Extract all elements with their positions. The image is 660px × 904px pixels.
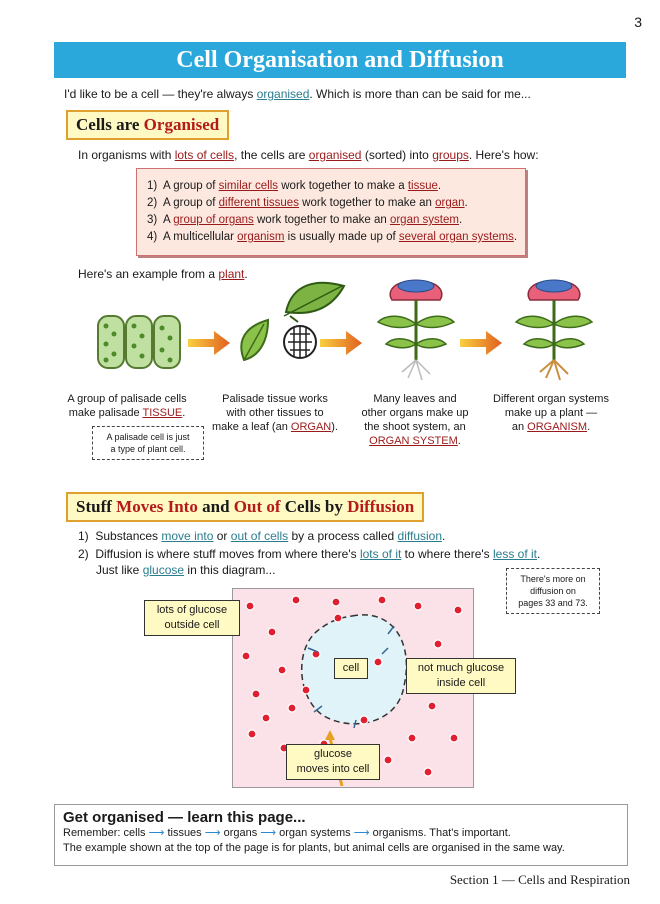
section-heading-cells-organised: Cells are Organised: [66, 110, 229, 140]
caption-organism: Different organ systems make up a plant — an ORGANISM.: [493, 393, 609, 433]
list-item: 3) A group of organs work together to make an organ system.: [147, 214, 463, 226]
page-number: 3: [634, 14, 642, 30]
list-item: 4) A multicellular organism is usually made up of several organ systems.: [147, 231, 518, 243]
list-item: 2) A group of different tissues work together to make an organ.: [147, 197, 468, 209]
summary-box: [54, 804, 628, 866]
label-cell: cell: [334, 658, 368, 679]
leaf-icon: [286, 283, 344, 313]
shoot-system-image: [378, 280, 454, 380]
section1-lead: In organisms with lots of cells, the cells are organised (sorted) into groups. Here's how:: [78, 148, 539, 162]
plant-organisation-illustration: [54, 264, 626, 388]
arrow-icon: ⟶: [204, 827, 221, 839]
page-footer: Section 1 — Cells and Respiration: [449, 872, 630, 887]
arrow-icon: [460, 331, 502, 355]
palisade-note: A palisade cell is just a type of plant cell.: [92, 426, 204, 460]
diffusion-pages-note: There's more on diffusion on pages 33 and 73.: [506, 568, 600, 614]
label-not-much-glucose: not much glucose inside cell: [406, 658, 516, 694]
caption-organ: Palisade tissue works with other tissues to make a leaf (an ORGAN).: [212, 393, 338, 433]
arrow-icon: ⟶: [260, 827, 277, 839]
whole-plant-image: [516, 280, 592, 380]
arrow-icon: ⟶: [353, 827, 370, 839]
arrow-icon: [320, 331, 362, 355]
example-text: Here's an example from a plant.: [78, 267, 248, 281]
palisade-cells-image: [98, 316, 180, 368]
diffusion-point-2-cont: Just like glucose in this diagram...: [96, 563, 276, 577]
page-title: Cell Organisation and Diffusion: [54, 42, 626, 78]
label-lots-of-glucose: lots of glucose outside cell: [144, 600, 240, 636]
list-item: 1) A group of similar cells work together to make a tissue.: [147, 180, 442, 192]
diffusion-point-2: 2) Diffusion is where stuff moves from where there's lots of it to where there's less of it.: [78, 547, 541, 561]
diffusion-point-1: 1) Substances move into or out of cells by a process called diffusion.: [78, 529, 446, 543]
label-glucose-moves: glucose moves into cell: [286, 744, 380, 780]
arrow-icon: [188, 331, 230, 355]
caption-tissue: A group of palisade cells make palisade TISSUE.: [67, 393, 187, 419]
summary-chain: Remember: cells ⟶ tissues ⟶ organs ⟶ organ systems ⟶ organisms. That's important.: [63, 827, 511, 839]
summary-heading: Get organised — learn this page...: [63, 809, 306, 826]
intro-text: I'd like to be a cell — they're always organised. Which is more than can be said for me...: [64, 87, 531, 101]
organisation-list-box: [136, 168, 526, 256]
arrow-icon: ⟶: [148, 827, 165, 839]
caption-organ-system: Many leaves and other organs make up the shoot system, an ORGAN SYSTEM.: [361, 393, 469, 447]
summary-line-2: The example shown at the top of the page is for plants, but animal cells are organised in the same way.: [63, 842, 565, 854]
section-heading-diffusion: Stuff Moves Into and Out of Cells by Diffusion: [66, 492, 424, 522]
